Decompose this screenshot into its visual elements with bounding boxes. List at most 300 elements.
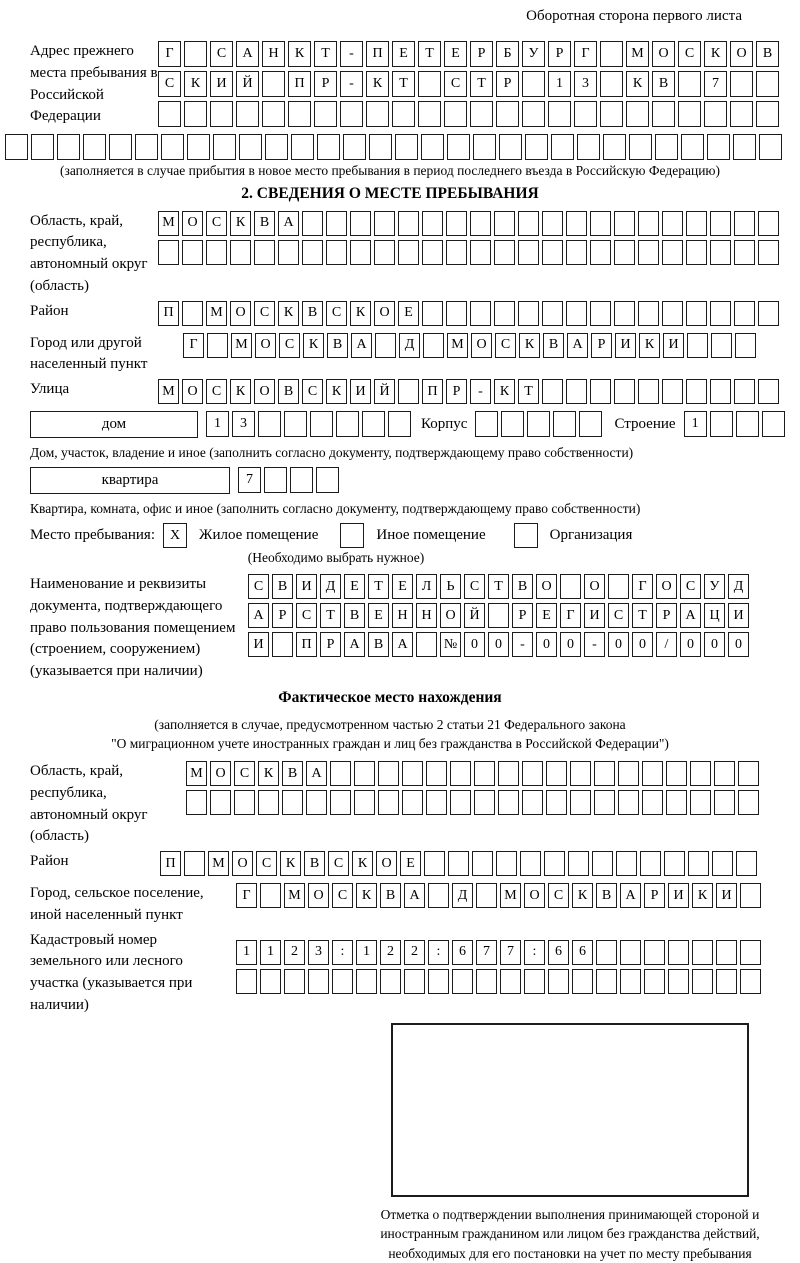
char-cell[interactable] — [254, 240, 275, 265]
char-cell[interactable]: А — [392, 632, 413, 657]
char-cell[interactable]: С — [464, 574, 485, 599]
char-cell[interactable]: 0 — [728, 632, 749, 657]
char-cell[interactable] — [213, 134, 236, 160]
char-cell[interactable] — [282, 790, 303, 815]
char-cell[interactable] — [596, 940, 617, 965]
char-cell[interactable] — [734, 240, 755, 265]
char-cell[interactable]: С — [678, 41, 701, 67]
char-cell[interactable] — [525, 134, 548, 160]
char-cell[interactable] — [284, 411, 307, 437]
char-cell[interactable]: А — [306, 761, 327, 786]
char-cell[interactable]: А — [344, 632, 365, 657]
char-cell[interactable] — [258, 411, 281, 437]
char-cell[interactable] — [388, 411, 411, 437]
char-cell[interactable] — [638, 379, 659, 404]
char-cell[interactable] — [475, 411, 498, 437]
char-cell[interactable]: Н — [262, 41, 285, 67]
char-cell[interactable] — [236, 101, 259, 127]
char-cell[interactable]: Т — [470, 71, 493, 97]
char-cell[interactable] — [498, 790, 519, 815]
char-cell[interactable]: К — [572, 883, 593, 908]
char-cell[interactable] — [522, 71, 545, 97]
char-cell[interactable]: А — [351, 333, 372, 358]
char-cell[interactable] — [184, 41, 207, 67]
char-cell[interactable]: В — [282, 761, 303, 786]
char-cell[interactable]: П — [296, 632, 317, 657]
house-box[interactable]: дом — [30, 411, 198, 438]
char-cell[interactable] — [733, 134, 756, 160]
char-cell[interactable]: 6 — [548, 940, 569, 965]
char-cell[interactable] — [756, 101, 779, 127]
char-cell[interactable] — [686, 211, 707, 236]
char-cell[interactable] — [230, 240, 251, 265]
char-cell[interactable] — [662, 240, 683, 265]
char-cell[interactable]: Н — [392, 603, 413, 628]
char-cell[interactable]: М — [158, 211, 179, 236]
char-cell[interactable]: 3 — [308, 940, 329, 965]
char-cell[interactable] — [762, 411, 785, 437]
char-cell[interactable] — [450, 790, 471, 815]
char-cell[interactable] — [527, 411, 550, 437]
char-cell[interactable] — [258, 790, 279, 815]
char-cell[interactable]: М — [208, 851, 229, 876]
char-cell[interactable] — [404, 969, 425, 994]
char-cell[interactable] — [366, 101, 389, 127]
char-cell[interactable] — [496, 101, 519, 127]
char-cell[interactable] — [662, 211, 683, 236]
char-cell[interactable]: 7 — [704, 71, 727, 97]
char-cell[interactable]: К — [278, 301, 299, 326]
char-cell[interactable] — [600, 41, 623, 67]
char-cell[interactable]: Р — [512, 603, 533, 628]
char-cell[interactable]: О — [210, 761, 231, 786]
char-cell[interactable]: 7 — [476, 940, 497, 965]
char-cell[interactable]: Р — [548, 41, 571, 67]
char-cell[interactable]: 0 — [632, 632, 653, 657]
char-cell[interactable] — [374, 240, 395, 265]
char-cell[interactable] — [560, 574, 581, 599]
char-cell[interactable]: К — [704, 41, 727, 67]
char-cell[interactable]: У — [704, 574, 725, 599]
char-cell[interactable]: Д — [452, 883, 473, 908]
char-cell[interactable]: 7 — [238, 467, 261, 493]
char-cell[interactable]: Е — [368, 603, 389, 628]
char-cell[interactable] — [570, 790, 591, 815]
char-cell[interactable] — [600, 71, 623, 97]
char-cell[interactable] — [210, 101, 233, 127]
char-cell[interactable] — [644, 940, 665, 965]
char-cell[interactable]: В — [512, 574, 533, 599]
char-cell[interactable]: И — [668, 883, 689, 908]
char-cell[interactable]: А — [620, 883, 641, 908]
char-cell[interactable]: К — [230, 379, 251, 404]
char-cell[interactable]: 1 — [548, 71, 571, 97]
char-cell[interactable]: К — [230, 211, 251, 236]
char-cell[interactable] — [446, 301, 467, 326]
char-cell[interactable] — [83, 134, 106, 160]
char-cell[interactable] — [470, 240, 491, 265]
char-cell[interactable]: Г — [574, 41, 597, 67]
char-cell[interactable]: А — [404, 883, 425, 908]
char-cell[interactable] — [182, 301, 203, 326]
char-cell[interactable] — [620, 940, 641, 965]
char-cell[interactable]: 0 — [608, 632, 629, 657]
char-cell[interactable] — [184, 101, 207, 127]
char-cell[interactable] — [518, 301, 539, 326]
char-cell[interactable] — [494, 211, 515, 236]
char-cell[interactable] — [686, 301, 707, 326]
char-cell[interactable]: С — [206, 379, 227, 404]
char-cell[interactable] — [662, 379, 683, 404]
char-cell[interactable] — [618, 761, 639, 786]
char-cell[interactable]: П — [160, 851, 181, 876]
char-cell[interactable] — [316, 467, 339, 493]
char-cell[interactable]: Р — [314, 71, 337, 97]
char-cell[interactable]: В — [596, 883, 617, 908]
char-cell[interactable]: С — [495, 333, 516, 358]
char-cell[interactable] — [109, 134, 132, 160]
char-cell[interactable] — [642, 790, 663, 815]
char-cell[interactable] — [522, 101, 545, 127]
char-cell[interactable]: А — [567, 333, 588, 358]
char-cell[interactable] — [422, 211, 443, 236]
char-cell[interactable]: 0 — [488, 632, 509, 657]
char-cell[interactable] — [284, 969, 305, 994]
char-cell[interactable] — [470, 101, 493, 127]
char-cell[interactable]: Т — [392, 71, 415, 97]
char-cell[interactable]: К — [356, 883, 377, 908]
char-cell[interactable]: 1 — [206, 411, 229, 437]
char-cell[interactable]: С — [444, 71, 467, 97]
char-cell[interactable]: И — [728, 603, 749, 628]
char-cell[interactable] — [210, 790, 231, 815]
char-cell[interactable]: М — [447, 333, 468, 358]
char-cell[interactable] — [577, 134, 600, 160]
char-cell[interactable] — [590, 240, 611, 265]
char-cell[interactable]: Й — [464, 603, 485, 628]
char-cell[interactable] — [428, 883, 449, 908]
char-cell[interactable] — [496, 851, 517, 876]
char-cell[interactable] — [542, 240, 563, 265]
char-cell[interactable]: Й — [374, 379, 395, 404]
char-cell[interactable] — [336, 411, 359, 437]
char-cell[interactable]: 2 — [284, 940, 305, 965]
char-cell[interactable]: Д — [728, 574, 749, 599]
char-cell[interactable]: О — [652, 41, 675, 67]
char-cell[interactable]: В — [756, 41, 779, 67]
char-cell[interactable] — [522, 761, 543, 786]
char-cell[interactable]: Б — [496, 41, 519, 67]
char-cell[interactable]: К — [519, 333, 540, 358]
char-cell[interactable]: С — [254, 301, 275, 326]
checkbox-residential[interactable]: X — [163, 523, 187, 548]
char-cell[interactable] — [730, 101, 753, 127]
char-cell[interactable] — [57, 134, 80, 160]
char-cell[interactable] — [330, 761, 351, 786]
char-cell[interactable]: В — [272, 574, 293, 599]
char-cell[interactable]: К — [280, 851, 301, 876]
char-cell[interactable] — [566, 301, 587, 326]
char-cell[interactable] — [378, 761, 399, 786]
char-cell[interactable] — [308, 969, 329, 994]
char-cell[interactable]: Д — [320, 574, 341, 599]
char-cell[interactable] — [711, 333, 732, 358]
char-cell[interactable]: - — [470, 379, 491, 404]
char-cell[interactable]: К — [288, 41, 311, 67]
char-cell[interactable] — [553, 411, 576, 437]
char-cell[interactable] — [664, 851, 685, 876]
char-cell[interactable] — [302, 211, 323, 236]
checkbox-organization[interactable] — [514, 523, 538, 548]
char-cell[interactable]: В — [380, 883, 401, 908]
char-cell[interactable] — [759, 134, 782, 160]
char-cell[interactable]: М — [186, 761, 207, 786]
char-cell[interactable] — [426, 790, 447, 815]
char-cell[interactable] — [710, 379, 731, 404]
char-cell[interactable]: В — [302, 301, 323, 326]
char-cell[interactable] — [326, 240, 347, 265]
char-cell[interactable] — [5, 134, 28, 160]
char-cell[interactable] — [520, 851, 541, 876]
char-cell[interactable] — [488, 603, 509, 628]
char-cell[interactable]: С — [680, 574, 701, 599]
char-cell[interactable] — [738, 790, 759, 815]
char-cell[interactable] — [500, 969, 521, 994]
char-cell[interactable]: : — [332, 940, 353, 965]
char-cell[interactable] — [690, 790, 711, 815]
char-cell[interactable]: 1 — [260, 940, 281, 965]
char-cell[interactable] — [356, 969, 377, 994]
char-cell[interactable] — [690, 761, 711, 786]
char-cell[interactable]: Р — [656, 603, 677, 628]
char-cell[interactable]: 2 — [380, 940, 401, 965]
char-cell[interactable]: И — [210, 71, 233, 97]
char-cell[interactable]: Р — [644, 883, 665, 908]
char-cell[interactable]: В — [543, 333, 564, 358]
char-cell[interactable] — [288, 101, 311, 127]
char-cell[interactable] — [687, 333, 708, 358]
char-cell[interactable]: К — [258, 761, 279, 786]
char-cell[interactable] — [681, 134, 704, 160]
char-cell[interactable]: С — [608, 603, 629, 628]
char-cell[interactable]: 3 — [574, 71, 597, 97]
char-cell[interactable] — [590, 211, 611, 236]
char-cell[interactable]: Г — [236, 883, 257, 908]
char-cell[interactable] — [354, 761, 375, 786]
char-cell[interactable] — [579, 411, 602, 437]
char-cell[interactable]: О — [524, 883, 545, 908]
char-cell[interactable]: К — [352, 851, 373, 876]
char-cell[interactable] — [710, 240, 731, 265]
char-cell[interactable] — [655, 134, 678, 160]
char-cell[interactable]: Т — [518, 379, 539, 404]
char-cell[interactable] — [620, 969, 641, 994]
char-cell[interactable]: 0 — [704, 632, 725, 657]
char-cell[interactable] — [184, 851, 205, 876]
char-cell[interactable] — [710, 411, 733, 437]
char-cell[interactable] — [186, 790, 207, 815]
char-cell[interactable]: 3 — [232, 411, 255, 437]
char-cell[interactable]: К — [639, 333, 660, 358]
char-cell[interactable]: С — [296, 603, 317, 628]
char-cell[interactable] — [326, 211, 347, 236]
char-cell[interactable]: К — [326, 379, 347, 404]
char-cell[interactable] — [362, 411, 385, 437]
char-cell[interactable] — [450, 761, 471, 786]
char-cell[interactable]: С — [328, 851, 349, 876]
char-cell[interactable]: Р — [272, 603, 293, 628]
char-cell[interactable]: Е — [392, 41, 415, 67]
char-cell[interactable]: - — [340, 71, 363, 97]
char-cell[interactable] — [652, 101, 675, 127]
char-cell[interactable] — [498, 761, 519, 786]
char-cell[interactable] — [544, 851, 565, 876]
char-cell[interactable] — [566, 379, 587, 404]
char-cell[interactable]: Е — [536, 603, 557, 628]
char-cell[interactable] — [644, 969, 665, 994]
char-cell[interactable] — [614, 379, 635, 404]
char-cell[interactable]: И — [296, 574, 317, 599]
char-cell[interactable] — [574, 101, 597, 127]
char-cell[interactable] — [380, 969, 401, 994]
char-cell[interactable] — [264, 467, 287, 493]
char-cell[interactable] — [446, 240, 467, 265]
char-cell[interactable]: С — [332, 883, 353, 908]
char-cell[interactable] — [758, 240, 779, 265]
char-cell[interactable]: 1 — [356, 940, 377, 965]
char-cell[interactable]: П — [366, 41, 389, 67]
char-cell[interactable] — [524, 969, 545, 994]
char-cell[interactable] — [678, 71, 701, 97]
char-cell[interactable] — [392, 101, 415, 127]
char-cell[interactable]: 0 — [464, 632, 485, 657]
char-cell[interactable]: Н — [416, 603, 437, 628]
char-cell[interactable]: К — [184, 71, 207, 97]
char-cell[interactable] — [666, 761, 687, 786]
char-cell[interactable] — [603, 134, 626, 160]
char-cell[interactable]: О — [471, 333, 492, 358]
char-cell[interactable] — [592, 851, 613, 876]
char-cell[interactable] — [758, 301, 779, 326]
char-cell[interactable] — [278, 240, 299, 265]
char-cell[interactable] — [421, 134, 444, 160]
char-cell[interactable] — [501, 411, 524, 437]
char-cell[interactable] — [686, 240, 707, 265]
char-cell[interactable] — [666, 790, 687, 815]
char-cell[interactable] — [350, 240, 371, 265]
char-cell[interactable] — [566, 240, 587, 265]
char-cell[interactable] — [474, 790, 495, 815]
char-cell[interactable]: Г — [632, 574, 653, 599]
char-cell[interactable]: И — [663, 333, 684, 358]
char-cell[interactable]: М — [500, 883, 521, 908]
char-cell[interactable] — [330, 790, 351, 815]
char-cell[interactable]: О — [232, 851, 253, 876]
char-cell[interactable] — [734, 301, 755, 326]
char-cell[interactable] — [426, 761, 447, 786]
char-cell[interactable] — [590, 379, 611, 404]
char-cell[interactable] — [476, 883, 497, 908]
char-cell[interactable] — [626, 101, 649, 127]
char-cell[interactable] — [714, 761, 735, 786]
char-cell[interactable]: В — [254, 211, 275, 236]
char-cell[interactable]: Ц — [704, 603, 725, 628]
char-cell[interactable] — [608, 574, 629, 599]
char-cell[interactable] — [686, 379, 707, 404]
char-cell[interactable] — [710, 211, 731, 236]
char-cell[interactable]: А — [248, 603, 269, 628]
char-cell[interactable] — [518, 240, 539, 265]
char-cell[interactable] — [182, 240, 203, 265]
char-cell[interactable]: В — [304, 851, 325, 876]
char-cell[interactable]: : — [428, 940, 449, 965]
char-cell[interactable] — [472, 851, 493, 876]
char-cell[interactable] — [668, 940, 689, 965]
char-cell[interactable]: О — [182, 379, 203, 404]
char-cell[interactable] — [638, 240, 659, 265]
char-cell[interactable]: А — [278, 211, 299, 236]
char-cell[interactable] — [187, 134, 210, 160]
char-cell[interactable] — [317, 134, 340, 160]
char-cell[interactable] — [207, 333, 228, 358]
char-cell[interactable]: О — [584, 574, 605, 599]
char-cell[interactable]: / — [656, 632, 677, 657]
char-cell[interactable]: С — [326, 301, 347, 326]
char-cell[interactable]: П — [158, 301, 179, 326]
char-cell[interactable]: О — [255, 333, 276, 358]
char-cell[interactable]: Т — [314, 41, 337, 67]
char-cell[interactable] — [542, 211, 563, 236]
char-cell[interactable] — [738, 761, 759, 786]
char-cell[interactable]: Й — [236, 71, 259, 97]
char-cell[interactable]: Г — [158, 41, 181, 67]
char-cell[interactable]: Т — [368, 574, 389, 599]
char-cell[interactable]: 0 — [536, 632, 557, 657]
char-cell[interactable]: С — [206, 211, 227, 236]
char-cell[interactable]: С — [302, 379, 323, 404]
char-cell[interactable]: Т — [632, 603, 653, 628]
char-cell[interactable] — [234, 790, 255, 815]
char-cell[interactable]: - — [584, 632, 605, 657]
char-cell[interactable] — [662, 301, 683, 326]
char-cell[interactable] — [740, 883, 761, 908]
char-cell[interactable]: М — [206, 301, 227, 326]
char-cell[interactable] — [428, 969, 449, 994]
char-cell[interactable] — [614, 211, 635, 236]
char-cell[interactable]: - — [512, 632, 533, 657]
char-cell[interactable]: И — [350, 379, 371, 404]
char-cell[interactable] — [398, 211, 419, 236]
char-cell[interactable] — [290, 467, 313, 493]
char-cell[interactable]: Л — [416, 574, 437, 599]
char-cell[interactable]: : — [524, 940, 545, 965]
char-cell[interactable]: 7 — [500, 940, 521, 965]
char-cell[interactable] — [668, 969, 689, 994]
char-cell[interactable] — [306, 790, 327, 815]
char-cell[interactable] — [730, 71, 753, 97]
char-cell[interactable] — [596, 969, 617, 994]
char-cell[interactable] — [260, 883, 281, 908]
char-cell[interactable] — [714, 790, 735, 815]
char-cell[interactable] — [735, 333, 756, 358]
char-cell[interactable] — [758, 211, 779, 236]
char-cell[interactable] — [716, 969, 737, 994]
char-cell[interactable] — [448, 851, 469, 876]
char-cell[interactable]: К — [692, 883, 713, 908]
char-cell[interactable]: А — [680, 603, 701, 628]
char-cell[interactable] — [736, 411, 759, 437]
char-cell[interactable]: 0 — [560, 632, 581, 657]
